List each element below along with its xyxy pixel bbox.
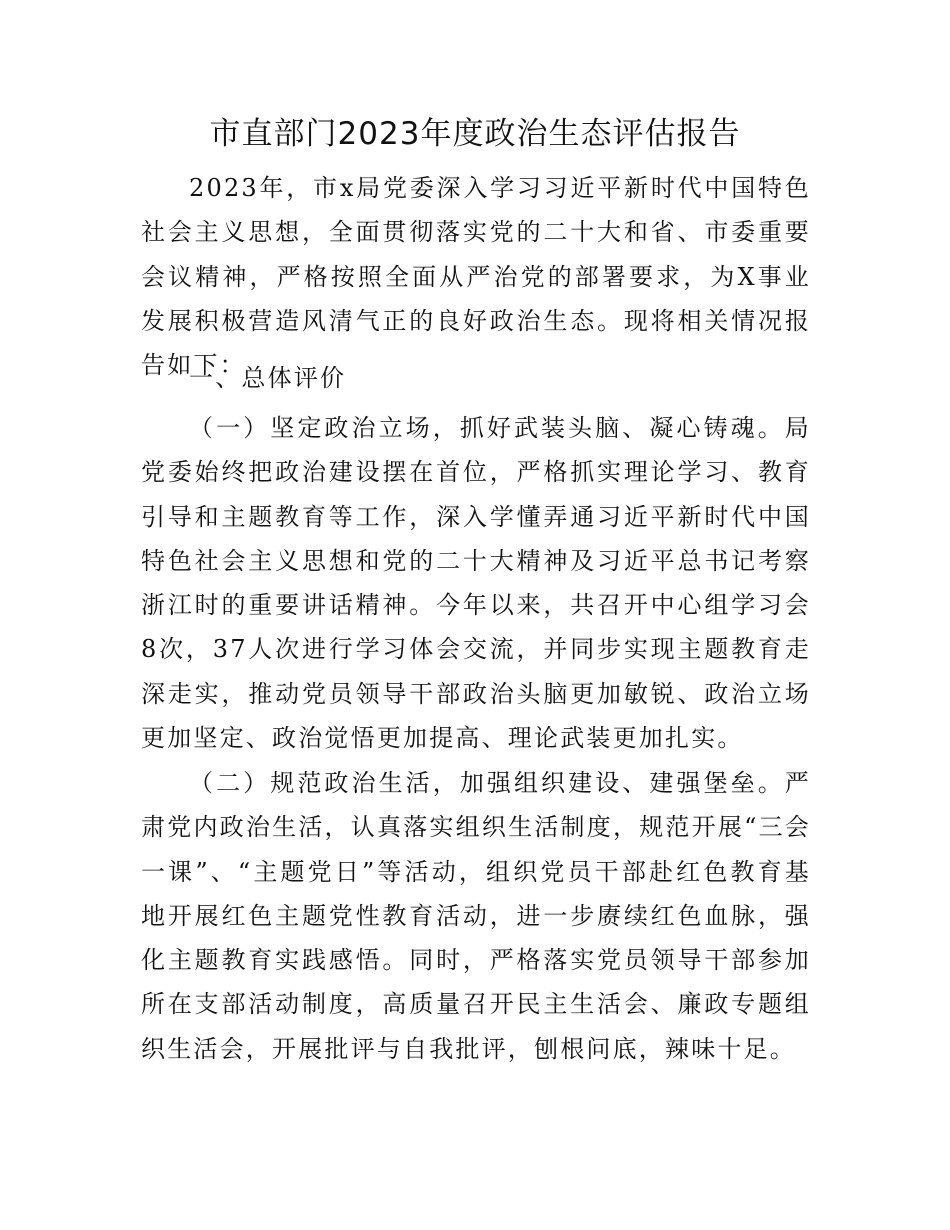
paragraph-political-stance: （一）坚定政治立场，抓好武装头脑、凝心铸魂。局党委始终把政治建设摆在首位，严格抓实理论学习、教育引导和主题教育等工作，深入学懂弄通习近平新时代中国特色社会主义思想和党的二十大精神及习近平总书记考察浙江时的重要讲话精神。今年以来，共召开中心组学习会8次，37人次进行学习体会交流，并同步实现主题教育走深走实，推动党员领导干部政治头脑更加敏锐、政治立场更加坚定、政治觉悟更加提高、理论武装更加扎实。 [141,414,811,753]
document-title: 市直部门2023年度政治生态评估报告 [209,116,741,152]
paragraph-political-life: （二）规范政治生活，加强组织建设、建强堡垒。严肃党内政治生活，认真落实组织生活制度，规范开展“三会一课”、“主题党日”等活动，组织党员干部赴红色教育基地开展红色主题党性教育活动，进一步赓续红色血脉，强化主题教育实践感悟。同时，严格落实党员领导干部参加所在支部活动制度，高质量召开民主生活会、廉政专题组织生活会，开展批评与自我批评，刨根问底，辣味十足。 [141,769,811,1063]
section-heading: 一、总体评价 [189,364,347,392]
intro-paragraph: 2023年，市x局党委深入学习习近平新时代中国特色社会主义思想，全面贯彻落实党的二十大和省、市委重要会议精神，严格按照全面从严治党的部署要求，为X事业发展积极营造风清气正的良好政治生态。现将相关情况报告如下： [141,174,811,380]
